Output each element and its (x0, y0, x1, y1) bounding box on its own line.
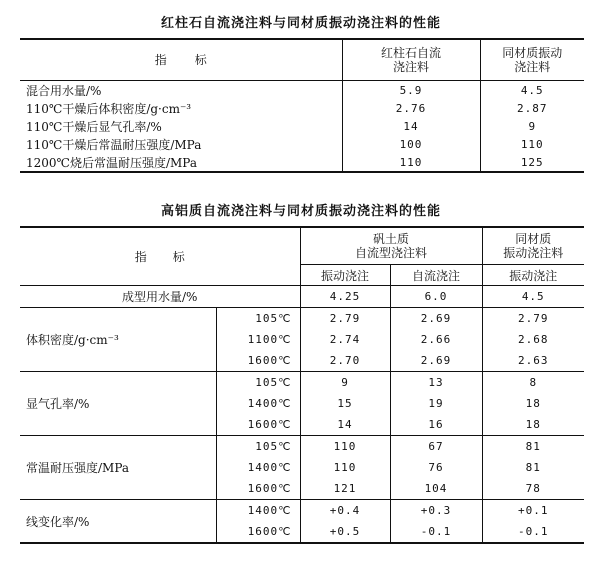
table-row: 1100℃ 2.74 2.66 2.68 (20, 329, 584, 350)
table2-title: 高铝质自流浇注料与同材质振动浇注料的性能 (160, 204, 441, 219)
same-material-header: 同材质 振动浇注料 (482, 227, 584, 265)
linear-change-label: 线变化率/% (20, 500, 216, 544)
table-row: 1400℃ 110 76 81 (20, 457, 584, 478)
self-flow-header: 红柱石自流 浇注料 (342, 39, 480, 81)
table-row: 常温耐压强度/MPa 105℃ 110 67 81 (20, 436, 584, 458)
bauxite-group-header: 矾土质 自流型浇注料 (300, 227, 482, 265)
table-row: 体积密度/g·cm⁻³ 105℃ 2.79 2.69 2.79 (20, 308, 584, 330)
sub-header-self-flow: 自流浇注 (390, 265, 482, 286)
table-row: 110℃干燥后显气孔率/% 14 9 (20, 117, 584, 135)
table1-title: 红柱石自流浇注料与同材质振动浇注料的性能 (160, 16, 441, 31)
table-row: 1400℃ 15 19 18 (20, 393, 584, 414)
table-row: 1600℃ 121 104 78 (20, 478, 584, 500)
table-row: 混合用水量/% 5.9 4.5 (20, 81, 584, 100)
table-row: 1600℃ 2.70 2.69 2.63 (20, 350, 584, 372)
table-row: 110℃干燥后常温耐压强度/MPa 100 110 (20, 135, 584, 153)
vibration-header: 同材质振动 浇注料 (480, 39, 584, 81)
crushing-strength-label: 常温耐压强度/MPa (20, 436, 216, 500)
table-row: 110℃干燥后体积密度/g·cm⁻³ 2.76 2.87 (20, 99, 584, 117)
table-row: 1200℃烧后常温耐压强度/MPa 110 125 (20, 153, 584, 172)
andalusite-castable-table (20, 38, 584, 173)
table-row: 1600℃ +0.5 -0.1 -0.1 (20, 521, 584, 543)
indicator-header: 指标 (134, 249, 211, 264)
indicator-header: 指标 (20, 39, 342, 81)
table-row: 1600℃ 14 16 18 (20, 414, 584, 436)
high-alumina-castable-table (20, 226, 584, 544)
porosity-label: 显气孔率/% (20, 372, 216, 436)
table-row: 线变化率/% 1400℃ +0.4 +0.3 +0.1 (20, 500, 584, 522)
bulk-density-label: 体积密度/g·cm⁻³ (20, 308, 216, 372)
sub-header-vibration-2: 振动浇注 (482, 265, 584, 286)
table-row: 显气孔率/% 105℃ 9 13 8 (20, 372, 584, 394)
water-row: 成型用水量/% 4.25 6.0 4.5 (20, 286, 584, 308)
sub-header-vibration: 振动浇注 (300, 265, 390, 286)
